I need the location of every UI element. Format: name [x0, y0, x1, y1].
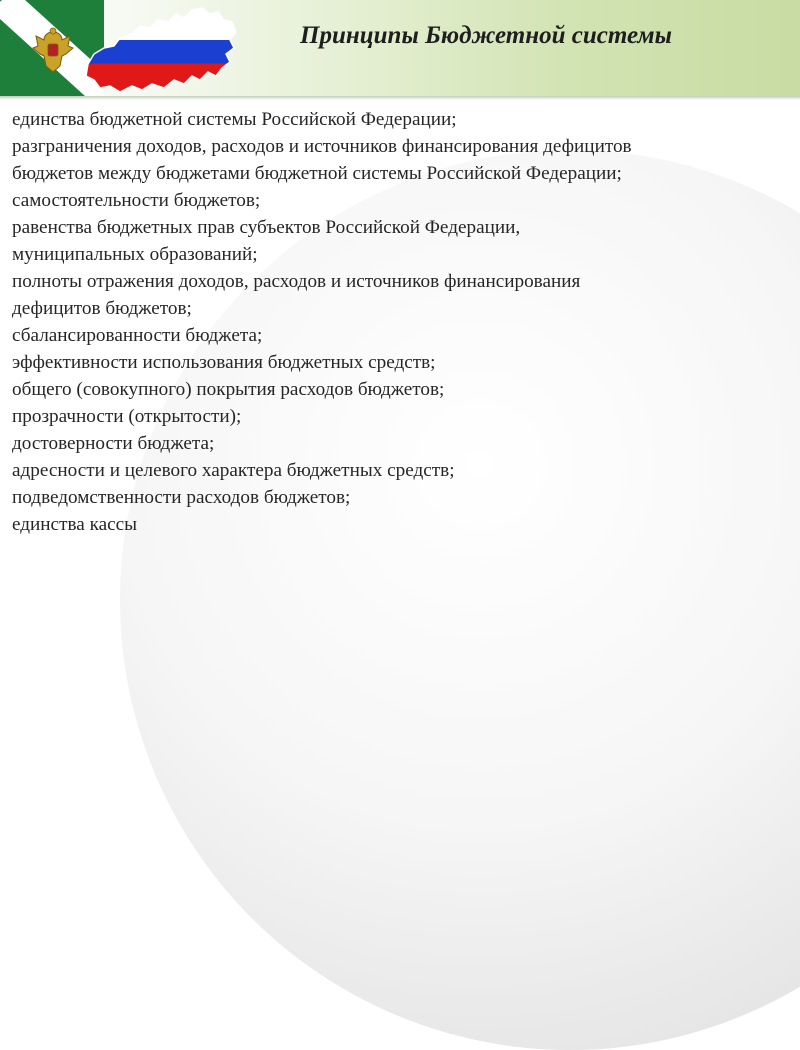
russia-map-icon	[80, 2, 240, 98]
list-item: муниципальных образований;	[12, 244, 258, 265]
list-item: дефицитов бюджетов;	[12, 298, 192, 319]
list-item: полноты отражения доходов, расходов и источников финансирования	[12, 271, 581, 292]
list-item: адресности и целевого характера бюджетных средств;	[12, 460, 455, 481]
list-item: единства бюджетной системы Российской Федерации;	[12, 109, 457, 130]
list-item: разграничения доходов, расходов и источников финансирования дефицитов	[12, 136, 632, 157]
slide-header	[0, 0, 800, 100]
list-item: бюджетов между бюджетами бюджетной системы Российской Федерации;	[12, 163, 622, 184]
list-item: единства кассы	[12, 514, 138, 535]
list-item: прозрачности (открытости);	[12, 406, 242, 427]
list-item: общего (совокупного) покрытия расходов бюджетов;	[12, 379, 445, 400]
list-item: равенства бюджетных прав субъектов Российской Федерации,	[12, 217, 521, 238]
eagle-emblem-icon	[30, 26, 76, 76]
list-item: эффективности использования бюджетных средств;	[12, 352, 436, 373]
slide-title: Принципы Бюджетной системы	[300, 22, 672, 49]
list-item: сбалансированности бюджета;	[12, 325, 263, 346]
list-item: самостоятельности бюджетов;	[12, 190, 261, 211]
list-item: подведомственности расходов бюджетов;	[12, 487, 351, 508]
list-item: достоверности бюджета;	[12, 433, 215, 454]
principles-list	[12, 106, 798, 538]
